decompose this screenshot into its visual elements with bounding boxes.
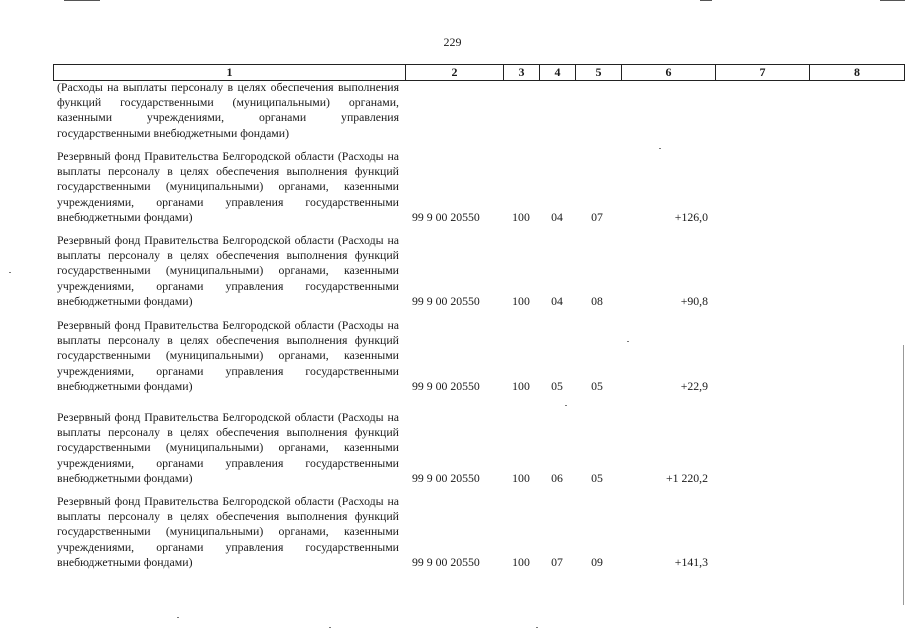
row-col-5: 05 xyxy=(591,378,603,393)
table-row xyxy=(57,233,714,309)
scan-artifact-line xyxy=(64,0,100,1)
table-header xyxy=(53,64,905,81)
scan-artifact-line xyxy=(880,0,905,1)
scan-artifact-dot xyxy=(565,405,567,406)
table-row xyxy=(57,318,714,394)
table-row xyxy=(57,494,714,570)
row-description: Резервный фонд Правительства Белгородской области (Расходы на выплаты персоналу в целях обеспечения выполнения функций государственными (муниципальными) органами, казенными учреждениями, органами управления государственными внебюджетными фондами) xyxy=(57,318,399,393)
row-col-3: 100 xyxy=(512,470,530,485)
scan-artifact-dot xyxy=(9,272,11,273)
row-code: 99 9 00 20550 xyxy=(412,209,480,224)
page-number: 229 xyxy=(443,35,462,49)
row-code: 99 9 00 20550 xyxy=(412,470,480,485)
scan-artifact-edge xyxy=(903,345,904,605)
row-col-4: 06 xyxy=(551,470,563,485)
row-amount: +126,0 xyxy=(674,209,708,224)
header-col-5: 5 xyxy=(576,65,622,80)
continuation-row xyxy=(57,80,399,141)
header-col-3: 3 xyxy=(504,65,540,80)
scan-artifact-dot xyxy=(177,617,179,618)
row-description: Резервный фонд Правительства Белгородской области (Расходы на выплаты персоналу в целях обеспечения выполнения функций государственными (муниципальными) органами, казенными учреждениями, органами управления государственными внебюджетными фондами) xyxy=(57,233,399,308)
row-col-5: 08 xyxy=(591,293,603,308)
header-col-7: 7 xyxy=(716,65,810,80)
row-col-3: 100 xyxy=(512,378,530,393)
row-col-5: 09 xyxy=(591,554,603,569)
row-col-4: 05 xyxy=(551,378,563,393)
row-description: Резервный фонд Правительства Белгородской области (Расходы на выплаты персоналу в целях обеспечения выполнения функций государственными (муниципальными) органами, казенными учреждениями, органами управления государственными внебюджетными фондами) xyxy=(57,410,399,485)
scan-artifact-line xyxy=(700,0,712,1)
row-description: Резервный фонд Правительства Белгородской области (Расходы на выплаты персоналу в целях обеспечения выполнения функций государственными (муниципальными) органами, казенными учреждениями, органами управления государственными внебюджетными фондами) xyxy=(57,494,399,569)
row-col-3: 100 xyxy=(512,554,530,569)
header-col-4: 4 xyxy=(540,65,576,80)
row-amount: +141,3 xyxy=(674,554,708,569)
table-row xyxy=(57,410,714,486)
row-col-4: 04 xyxy=(551,293,563,308)
row-amount: +22,9 xyxy=(680,378,708,393)
row-amount: +90,8 xyxy=(680,293,708,308)
row-col-3: 100 xyxy=(512,293,530,308)
row-description: Резервный фонд Правительства Белгородской области (Расходы на выплаты персоналу в целях обеспечения выполнения функций государственными (муниципальными) органами, казенными учреждениями, органами управления государственными внебюджетными фондами) xyxy=(57,149,399,224)
header-col-1: 1 xyxy=(54,65,406,80)
continuation-text: (Расходы на выплаты персоналу в целях обеспечения выполнения функций государственными (муниципальными) органами, казенными учреждениями, органами управления государственными внебюджетными фондами) xyxy=(57,80,399,140)
table-row xyxy=(57,149,714,225)
header-col-2: 2 xyxy=(406,65,504,80)
row-col-5: 07 xyxy=(591,209,603,224)
scan-artifact-dot xyxy=(536,627,538,628)
row-col-3: 100 xyxy=(512,209,530,224)
row-code: 99 9 00 20550 xyxy=(412,293,480,308)
row-code: 99 9 00 20550 xyxy=(412,378,480,393)
row-col-4: 04 xyxy=(551,209,563,224)
header-col-6: 6 xyxy=(622,65,716,80)
scan-artifact-dot xyxy=(329,627,331,628)
row-col-4: 07 xyxy=(551,554,563,569)
row-code: 99 9 00 20550 xyxy=(412,554,480,569)
row-col-5: 05 xyxy=(591,470,603,485)
row-amount: +1 220,2 xyxy=(665,470,708,485)
header-col-8: 8 xyxy=(854,65,860,79)
